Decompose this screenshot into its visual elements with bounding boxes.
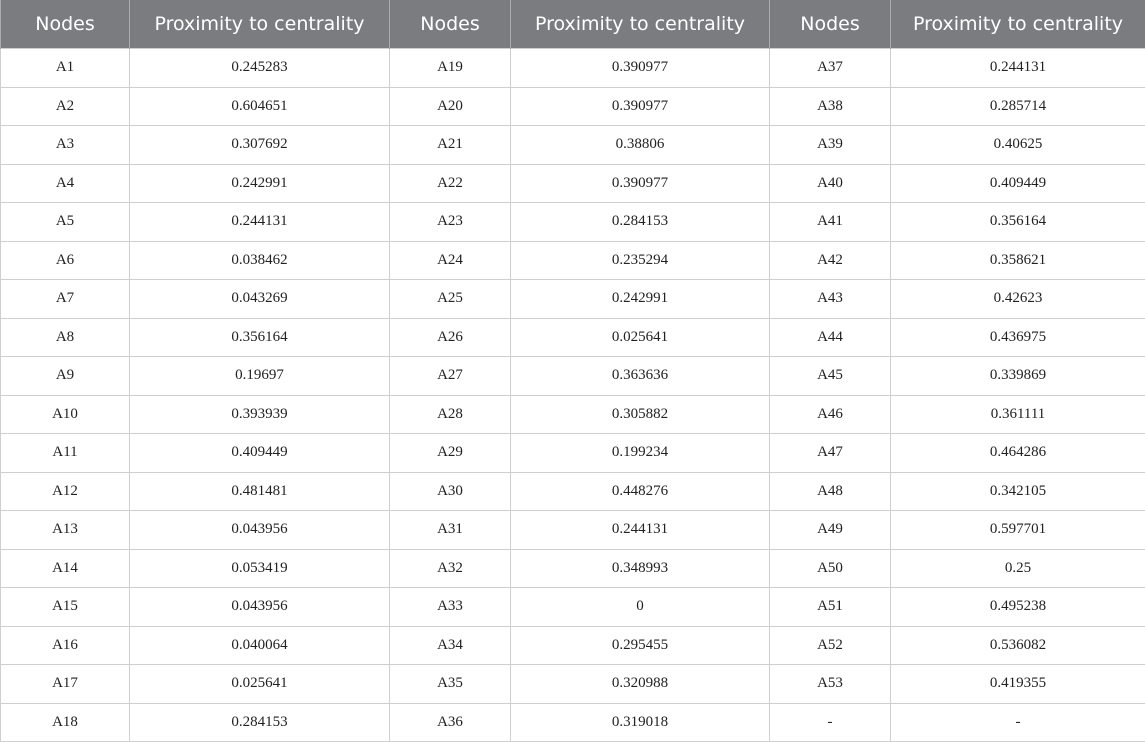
proximity-cell: 0.284153 [511,203,770,242]
header-proximity: Proximity to centrality [891,0,1145,49]
node-cell: A27 [390,357,511,396]
node-cell: A13 [1,511,130,550]
proximity-cell: 0.390977 [511,164,770,203]
proximity-cell: 0 [511,588,770,627]
proximity-cell: 0.038462 [130,241,390,280]
table-row [1,87,1145,126]
node-cell: A25 [390,280,511,319]
proximity-cell: 0.342105 [891,472,1145,511]
node-cell: A26 [390,318,511,357]
node-cell: A42 [770,241,891,280]
node-cell: A11 [1,434,130,473]
proximity-cell: 0.409449 [891,164,1145,203]
proximity-cell: 0.464286 [891,434,1145,473]
node-cell: A45 [770,357,891,396]
proximity-cell: 0.319018 [511,703,770,742]
proximity-cell: 0.043956 [130,511,390,550]
node-cell: A2 [1,87,130,126]
header-nodes: Nodes [770,0,891,49]
proximity-cell: 0.436975 [891,318,1145,357]
table-row [1,434,1145,473]
node-cell: A41 [770,203,891,242]
table-row [1,703,1145,742]
proximity-cell: 0.242991 [511,280,770,319]
table-row [1,665,1145,704]
proximity-cell: 0.409449 [130,434,390,473]
proximity-cell: 0.356164 [891,203,1145,242]
node-cell: A3 [1,126,130,165]
proximity-cell: 0.390977 [511,49,770,88]
node-cell: A36 [390,703,511,742]
proximity-cell: 0.393939 [130,395,390,434]
proximity-cell: 0.053419 [130,549,390,588]
node-cell: A47 [770,434,891,473]
node-cell: A28 [390,395,511,434]
table-row [1,357,1145,396]
table-row [1,549,1145,588]
proximity-cell: 0.244131 [130,203,390,242]
proximity-cell: 0.244131 [511,511,770,550]
node-cell: A10 [1,395,130,434]
proximity-cell: 0.320988 [511,665,770,704]
node-cell: A32 [390,549,511,588]
proximity-cell: 0.495238 [891,588,1145,627]
node-cell: A51 [770,588,891,627]
proximity-cell: 0.390977 [511,87,770,126]
node-cell: A39 [770,126,891,165]
proximity-cell: 0.358621 [891,241,1145,280]
proximity-cell: 0.284153 [130,703,390,742]
proximity-cell: 0.025641 [511,318,770,357]
proximity-cell: 0.448276 [511,472,770,511]
proximity-cell: 0.42623 [891,280,1145,319]
proximity-cell: 0.481481 [130,472,390,511]
node-cell: A22 [390,164,511,203]
node-cell: A38 [770,87,891,126]
node-cell: A8 [1,318,130,357]
proximity-cell: 0.536082 [891,626,1145,665]
node-cell: A53 [770,665,891,704]
node-cell: A40 [770,164,891,203]
node-cell: A52 [770,626,891,665]
proximity-cell: 0.339869 [891,357,1145,396]
node-cell: - [770,703,891,742]
proximity-cell: 0.040064 [130,626,390,665]
proximity-cell: 0.245283 [130,49,390,88]
table-row [1,126,1145,165]
node-cell: A14 [1,549,130,588]
node-cell: A44 [770,318,891,357]
table-header [1,0,1145,49]
proximity-cell: 0.356164 [130,318,390,357]
table-row [1,203,1145,242]
table-row [1,472,1145,511]
proximity-cell: 0.38806 [511,126,770,165]
proximity-cell: 0.604651 [130,87,390,126]
table-row [1,164,1145,203]
proximity-cell: 0.242991 [130,164,390,203]
node-cell: A20 [390,87,511,126]
node-cell: A34 [390,626,511,665]
proximity-cell: 0.419355 [891,665,1145,704]
node-cell: A15 [1,588,130,627]
node-cell: A23 [390,203,511,242]
node-cell: A16 [1,626,130,665]
proximity-cell: 0.307692 [130,126,390,165]
header-nodes: Nodes [1,0,130,49]
proximity-cell: 0.40625 [891,126,1145,165]
node-cell: A4 [1,164,130,203]
proximity-cell: 0.363636 [511,357,770,396]
proximity-cell: 0.295455 [511,626,770,665]
header-proximity: Proximity to centrality [130,0,390,49]
header-nodes: Nodes [390,0,511,49]
node-cell: A43 [770,280,891,319]
node-cell: A46 [770,395,891,434]
proximity-cell: 0.244131 [891,49,1145,88]
proximity-cell: 0.597701 [891,511,1145,550]
proximity-cell: 0.348993 [511,549,770,588]
table-row [1,626,1145,665]
node-cell: A5 [1,203,130,242]
node-cell: A6 [1,241,130,280]
proximity-cell: - [891,703,1145,742]
proximity-cell: 0.285714 [891,87,1145,126]
node-cell: A30 [390,472,511,511]
node-cell: A12 [1,472,130,511]
node-cell: A50 [770,549,891,588]
proximity-cell: 0.043269 [130,280,390,319]
table-row [1,241,1145,280]
node-cell: A7 [1,280,130,319]
node-cell: A35 [390,665,511,704]
node-cell: A18 [1,703,130,742]
node-cell: A24 [390,241,511,280]
header-row [1,0,1145,49]
node-cell: A29 [390,434,511,473]
proximity-cell: 0.25 [891,549,1145,588]
proximity-cell: 0.043956 [130,588,390,627]
table-body [1,49,1145,742]
table-row [1,49,1145,88]
proximity-cell: 0.235294 [511,241,770,280]
node-cell: A17 [1,665,130,704]
table-row [1,318,1145,357]
table-row [1,395,1145,434]
header-proximity: Proximity to centrality [511,0,770,49]
node-cell: A37 [770,49,891,88]
table-row [1,588,1145,627]
node-cell: A33 [390,588,511,627]
node-cell: A49 [770,511,891,550]
node-cell: A19 [390,49,511,88]
proximity-cell: 0.025641 [130,665,390,704]
proximity-cell: 0.199234 [511,434,770,473]
node-cell: A1 [1,49,130,88]
node-cell: A21 [390,126,511,165]
node-cell: A9 [1,357,130,396]
proximity-cell: 0.19697 [130,357,390,396]
node-cell: A31 [390,511,511,550]
table-row [1,511,1145,550]
table-row [1,280,1145,319]
node-cell: A48 [770,472,891,511]
proximity-cell: 0.361111 [891,395,1145,434]
proximity-cell: 0.305882 [511,395,770,434]
